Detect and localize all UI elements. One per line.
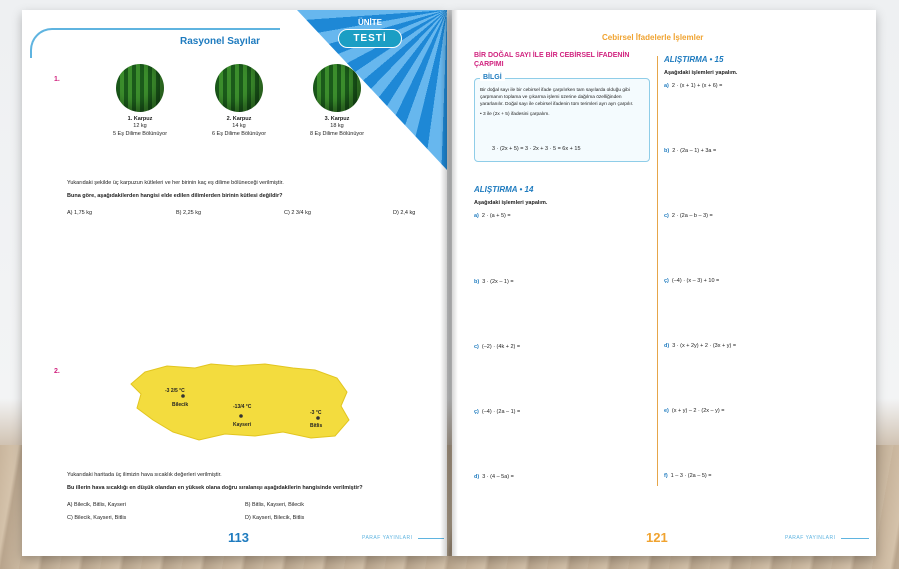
info-equation: 3 · (2x + 5) = 3 · 2x + 3 · 5 = 6x + 15 (492, 146, 581, 152)
item-letter: ç) (664, 278, 669, 284)
item-expr: 2 · (2a – b – 3) = (671, 213, 713, 219)
info-text (480, 88, 646, 119)
info-tab: BİLGİ (480, 74, 505, 81)
item-expr: (–4) · (x – 3) + 10 = (671, 278, 720, 284)
melon-name: 1. Karpuz (127, 116, 153, 122)
item-expr: 2 · (a + 5) = (481, 213, 511, 219)
exercise-14-title: ALIŞTIRMA • 14 (474, 185, 534, 194)
bitlis-temp: -3 °C (310, 410, 322, 416)
item-letter: a) (474, 213, 479, 219)
column-divider (657, 56, 658, 486)
item-expr: 3 · (4 – 5a) = (482, 474, 514, 480)
info-paragraph: Bir doğal sayı ile bir cebirsel ifade çarpılırken tam sayılarda olduğu gibi çarpmanın toplama ve çıkarma işlemi üzerine dağılma özelliğinden yararlanılır. Doğal sayı ile cebirsel ifadenin tüm terimleri ayrı ayrı çarpılır. (480, 88, 634, 107)
item-expr: (x + y) – 2 · (2x – y) = (671, 408, 725, 414)
melon-1 (85, 64, 195, 138)
right-page-number: 121 (646, 530, 668, 545)
ex15-item-f (664, 473, 712, 479)
melon-slices: 6 Eş Dilime Bölünüyor (211, 130, 267, 137)
ex15-item-cc (664, 278, 719, 284)
left-brand: PARAF YAYINLARI (362, 535, 413, 541)
item-expr: 2 · (2a – 1) + 3a = (672, 148, 717, 154)
kayseri-label: Kayseri (233, 422, 252, 428)
melon-name: 3. Karpuz (324, 116, 350, 122)
ex15-item-e (664, 408, 724, 414)
melon-slices: 8 Eş Dilime Bölünüyor (309, 130, 365, 137)
ex14-item-cc (474, 409, 520, 415)
ex15-item-d (664, 343, 736, 349)
ex15-item-b (664, 148, 716, 154)
item-letter: a) (664, 83, 669, 89)
ex15-item-c (664, 213, 713, 219)
ex14-item-a (474, 213, 511, 219)
bilecik-label: Bilecik (172, 402, 189, 408)
question-2-number: 2. (54, 368, 60, 375)
item-expr: 3 · (x + 2y) + 2 · (3x + y) = (672, 343, 737, 349)
q1-option-a[interactable]: A) 1,75 kg (67, 210, 93, 216)
item-expr: 1 – 3 · (2a – 5) = (670, 473, 712, 479)
melon-weight: 18 kg (330, 123, 344, 130)
question-2-text: Bu illerin hava sıcaklığı en düşük olandan en yüksek olana doğru sıralanışı aşağıdakilerin hangisinde verilmiştir? (67, 485, 363, 491)
bilecik-temp: -3 2/5 °C (165, 388, 185, 394)
item-expr: (–4) · (2a – 1) = (481, 409, 521, 415)
item-letter: b) (664, 148, 670, 154)
item-letter: c) (664, 213, 669, 219)
info-bullet: • 3 ile (2x + 5) ifadesini çarpalım. (480, 111, 550, 117)
exercise-14-instruction: Aşağıdaki işlemleri yapalım. (474, 200, 548, 206)
question-1-number: 1. (54, 76, 60, 83)
melon-name: 2. Karpuz (226, 116, 252, 122)
item-letter: ç) (474, 409, 479, 415)
right-brand-line (841, 538, 869, 539)
q2-option-a[interactable]: A) Bilecik, Bitlis, Kayseri (67, 502, 126, 508)
item-letter: e) (664, 408, 669, 414)
ex14-item-d (474, 474, 514, 480)
melon-slices: 5 Eş Dilime Bölünüyor (112, 130, 168, 137)
ex14-item-c (474, 344, 520, 350)
bitlis-label: Bitlis (310, 423, 323, 429)
q2-option-c[interactable]: C) Bilecik, Kayseri, Bitlis (67, 515, 127, 521)
ex14-item-b (474, 279, 514, 285)
question-1-text: Buna göre, aşağıdakilerden hangisi elde edilen dilimlerden birinin kütlesi değildir? (67, 193, 283, 199)
melon-weight: 12 kg (133, 123, 147, 130)
item-letter: b) (474, 279, 480, 285)
exercise-15-title: ALIŞTIRMA • 15 (664, 55, 724, 64)
test-label: TESTİ (338, 29, 402, 48)
item-letter: f) (664, 473, 668, 479)
q2-option-b[interactable]: B) Bitlis, Kayseri, Bilecik (245, 502, 304, 508)
right-brand: PARAF YAYINLARI (785, 535, 836, 541)
q1-option-b[interactable]: B) 2,25 kg (176, 210, 202, 216)
book-gutter (440, 10, 458, 556)
item-letter: d) (474, 474, 480, 480)
melon-weight: 14 kg (232, 123, 246, 130)
item-letter: d) (664, 343, 670, 349)
melon-3 (282, 64, 392, 138)
unite-label: ÜNİTE (358, 18, 382, 27)
item-expr: 3 · (2x – 1) = (482, 279, 514, 285)
watermelon-icon (313, 64, 361, 112)
item-letter: c) (474, 344, 479, 350)
exercise-15-instruction: Aşağıdaki işlemleri yapalım. (664, 70, 738, 76)
left-page-number: 113 (228, 530, 249, 545)
section-title: BİR DOĞAL SAYI İLE BİR CEBİRSEL İFADENİN ÇARPIMI (474, 52, 630, 68)
q1-option-c[interactable]: C) 2 3/4 kg (284, 210, 311, 216)
unite-test-badge (338, 18, 402, 48)
question-2-intro: Yukarıdaki haritada üç ilimizin hava sıcaklık değerleri verilmiştir. (67, 472, 222, 478)
melon-2 (184, 64, 294, 138)
page-title: Rasyonel Sayılar (180, 36, 261, 47)
ex15-item-a (664, 83, 722, 89)
turkey-map (115, 358, 355, 448)
q1-option-d[interactable]: D) 2,4 kg (393, 210, 416, 216)
right-page-header: Cebirsel İfadelerle İşlemler (602, 33, 704, 42)
question-1-intro: Yukarıdaki şekilde üç karpuzun kütleleri ve her birinin kaç eş dilime bölüneceği verilmiştir. (67, 180, 284, 186)
watermelon-icon (215, 64, 263, 112)
q2-option-d[interactable]: D) Kayseri, Bilecik, Bitlis (245, 515, 305, 521)
kayseri-temp: -13/4 °C (233, 404, 252, 410)
watermelon-icon (116, 64, 164, 112)
item-expr: 2 · (x + 1) + (x + 6) = (671, 83, 723, 89)
item-expr: (–2) · (4k + 2) = (481, 344, 521, 350)
